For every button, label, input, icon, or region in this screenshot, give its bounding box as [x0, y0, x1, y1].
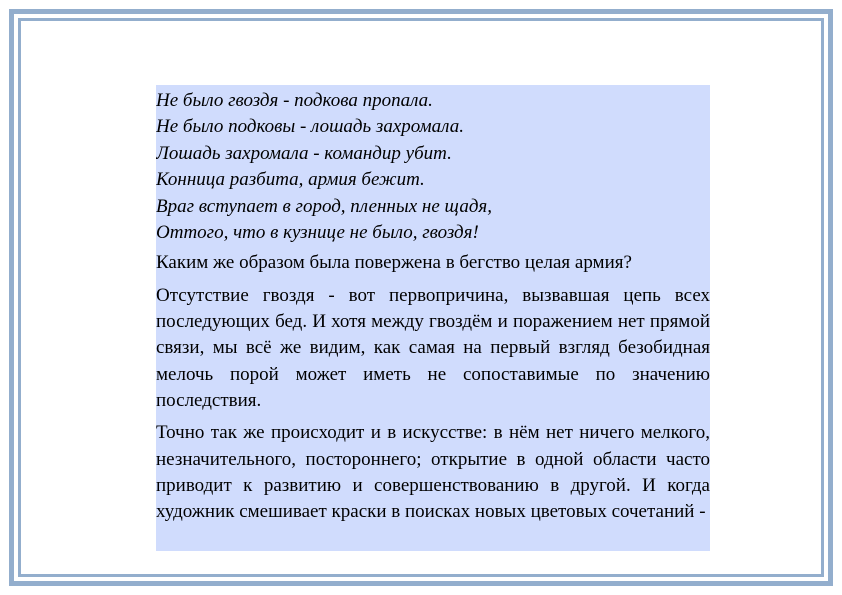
question-text: Каким же образом была повержена в бегство целая армия? — [156, 252, 632, 274]
slide-text-block — [156, 85, 710, 551]
paragraph-2: Точно так же происходит и в искусстве: в нём нет ничего мелкого, незначительного, постороннего; открытие в одной области часто приводит к развитию и совершенствованию в другой. И когда художник смешивает краски в поисках новых цветовых сочетаний - — [156, 422, 710, 523]
poem-line: Оттого, что в кузнице не было, гвоздя! — [156, 221, 479, 243]
poem-line: Не было подковы - лошадь захромала. — [156, 116, 464, 138]
poem-line: Лошадь захромала - командир убит. — [156, 142, 452, 164]
poem-line: Не было гвоздя - подкова пропала. — [156, 90, 433, 111]
poem-line: Враг вступает в город, пленных не щадя, — [156, 195, 493, 217]
poem-line: Конница разбита, армия бежит. — [156, 169, 425, 191]
paragraph-1: Отсутствие гвоздя - вот первопричина, вызвавшая цепь всех последующих бед. И хотя между гвоздём и поражением нет прямой связи, мы всё же видим, как самая на первый взгляд безобидная мелочь порой может иметь не сопоставимые по значению последствия. — [156, 284, 710, 411]
poem — [156, 85, 710, 246]
